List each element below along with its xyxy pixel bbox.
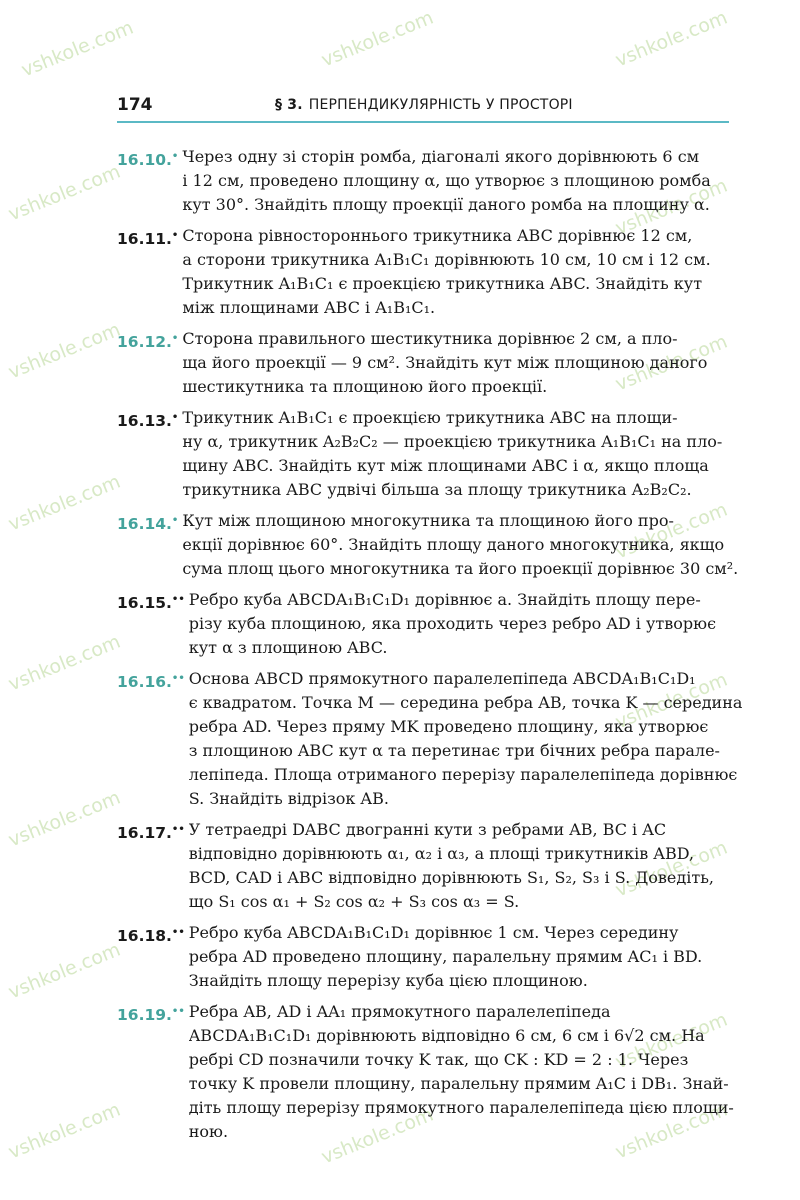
section-title: ПЕРПЕНДИКУЛЯРНІСТЬ У ПРОСТОРІ <box>308 97 573 113</box>
problem-line: і 12 см, проведено площину α, що утворює з площиною ромба <box>182 171 711 190</box>
problem-line: S. Знайдіть відрізок AB. <box>188 789 389 808</box>
problem-item <box>117 509 739 581</box>
watermark: vshkole.com <box>5 318 124 384</box>
problem-line: кут α з площиною ABC. <box>188 638 388 657</box>
problem-text <box>185 818 730 914</box>
problem-item <box>117 588 730 660</box>
difficulty-mark: • <box>171 151 179 162</box>
page-number: 174 <box>117 95 153 115</box>
problem-number: 16.18.•• <box>117 927 185 945</box>
problem-number: 16.15.•• <box>117 594 185 612</box>
watermark: vshkole.com <box>612 6 731 72</box>
problem-line: ща його проекції — 9 см². Знайдіть кут між площиною даного <box>182 353 708 372</box>
problem-text <box>178 145 730 217</box>
problem-line: ребра AD. Через пряму MK проведено площину, яка утворює <box>188 717 709 736</box>
problem-line: Через одну зі сторін ромба, діагоналі якого дорівнюють 6 см <box>182 147 700 166</box>
problem-line: Сторона рівностороннього трикутника ABC дорівнює 12 см, <box>182 226 693 245</box>
problem-number: 16.14.• <box>117 515 179 533</box>
problem-text <box>178 406 730 502</box>
problem-line: діть площу перерізу прямокутного паралелепіпеда цією площи- <box>188 1098 734 1117</box>
difficulty-mark: •• <box>171 673 185 684</box>
problem-line: ребра AD проведено площину, паралельну прямим AC₁ і BD. <box>188 947 703 966</box>
problem-line: BCD, CAD і ABC відповідно дорівнюють S₁, S₂, S₃ і S. Доведіть, <box>188 868 715 887</box>
problem-number: 16.10.• <box>117 151 179 169</box>
problem-number: 16.13.• <box>117 412 179 430</box>
watermark: vshkole.com <box>612 330 731 396</box>
watermark: vshkole.com <box>5 786 124 852</box>
problem-number: 16.19.•• <box>117 1006 185 1024</box>
problem-line: Ребра AB, AD і AA₁ прямокутного паралелепіпеда <box>188 1002 611 1021</box>
problem-line: є квадратом. Точка M — середина ребра AB, точка K — середина <box>188 693 743 712</box>
problem-text <box>178 224 730 320</box>
problem-line: а сторони трикутника A₁B₁C₁ дорівнюють 10 см, 10 см і 12 см. <box>182 250 711 269</box>
problem-line: Знайдіть площу перерізу куба цією площиною. <box>188 971 588 990</box>
problem-list <box>117 145 743 1151</box>
problem-number: 16.17.•• <box>117 824 185 842</box>
problem-item <box>117 327 730 399</box>
problem-item <box>117 1000 734 1144</box>
problem-item <box>117 406 730 502</box>
watermark: vshkole.com <box>5 630 124 696</box>
difficulty-mark: •• <box>171 824 185 835</box>
watermark: vshkole.com <box>612 1008 731 1074</box>
problem-line: Основа ABCD прямокутного паралелепіпеда ABCDA₁B₁C₁D₁ <box>188 669 696 688</box>
section-label: § 3. <box>275 97 303 113</box>
watermark: vshkole.com <box>5 1098 124 1164</box>
problem-item <box>117 921 730 993</box>
watermark: vshkole.com <box>5 160 124 226</box>
problem-line: Кут між площиною многокутника та площиною його про- <box>182 511 674 530</box>
difficulty-mark: • <box>171 230 179 241</box>
problem-line: кут 30°. Знайдіть площу проекції даного ромба на площину α. <box>182 195 710 214</box>
problem-line: щину ABC. Знайдіть кут між площинами ABC і α, якщо площа <box>182 456 709 475</box>
section-heading <box>275 97 573 113</box>
watermark: vshkole.com <box>612 668 731 734</box>
problem-line: ну α, трикутник A₂B₂C₂ — проекцією трикутника A₁B₁C₁ на пло- <box>182 432 723 451</box>
problem-line: У тетраедрі DABC двогранні кути з ребрами AB, BC і AC <box>188 820 667 839</box>
watermark: vshkole.com <box>5 938 124 1004</box>
problem-line: між площинами ABC і A₁B₁C₁. <box>182 298 436 317</box>
problem-line: Ребро куба ABCDA₁B₁C₁D₁ дорівнює a. Знайдіть площу пере- <box>188 590 701 609</box>
problem-line: лепіпеда. Площа отриманого перерізу паралелепіпеда дорівнює <box>188 765 738 784</box>
problem-line: екції дорівнює 60°. Знайдіть площу даного многокутника, якщо <box>182 535 725 554</box>
problem-item <box>117 224 730 320</box>
problem-number: 16.11.• <box>117 230 179 248</box>
problem-text <box>178 509 738 581</box>
problem-text <box>185 588 730 660</box>
difficulty-mark: • <box>171 333 179 344</box>
problem-line: ною. <box>188 1122 229 1141</box>
problem-text <box>178 327 730 399</box>
difficulty-mark: • <box>171 515 179 526</box>
problem-line: ABCDA₁B₁C₁D₁ дорівнюють відповідно 6 см, 6 см і 6√2 см. На <box>188 1026 705 1045</box>
problem-line: відповідно дорівнюють α₁, α₂ і α₃, а площі трикутників ABD, <box>188 844 695 863</box>
watermark: vshkole.com <box>318 1103 437 1169</box>
problem-line: Трикутник A₁B₁C₁ є проекцією трикутника ABC на площи- <box>182 408 678 427</box>
problem-line: ребрі CD позначили точку K так, що CK : KD = 2 : 1. Через <box>188 1050 689 1069</box>
problem-line: Трикутник A₁B₁C₁ є проекцією трикутника ABC. Знайдіть кут <box>182 274 703 293</box>
problem-line: з площиною ABC кут α та перетинає три бічних ребра парале- <box>188 741 720 760</box>
problem-number: 16.12.• <box>117 333 179 351</box>
watermark: vshkole.com <box>318 6 437 72</box>
watermark: vshkole.com <box>612 174 731 240</box>
problem-line: Сторона правильного шестикутника дорівнює 2 см, а пло- <box>182 329 678 348</box>
problem-line: різу куба площиною, яка проходить через ребро AD і утворює <box>188 614 717 633</box>
problem-line: що S₁ cos α₁ + S₂ cos α₂ + S₃ cos α₃ = S. <box>188 892 520 911</box>
difficulty-mark: •• <box>171 594 185 605</box>
watermark: vshkole.com <box>18 16 137 82</box>
problem-line: шестикутника та площиною його проекції. <box>182 377 548 396</box>
watermark: vshkole.com <box>612 1098 731 1164</box>
problem-line: сума площ цього многокутника та його проекції дорівнює 30 см². <box>182 559 739 578</box>
problem-text <box>185 921 730 993</box>
problem-item <box>117 145 730 217</box>
watermark: vshkole.com <box>612 498 731 564</box>
watermark: vshkole.com <box>612 836 731 902</box>
problem-item <box>117 818 730 914</box>
difficulty-mark: • <box>171 412 179 423</box>
watermark: vshkole.com <box>5 470 124 536</box>
problem-text <box>185 667 743 811</box>
problem-number: 16.16.•• <box>117 673 185 691</box>
problem-line: точку K провели площину, паралельну прямим A₁C і DB₁. Знай- <box>188 1074 729 1093</box>
page-header <box>117 93 729 123</box>
problem-text <box>185 1000 734 1144</box>
problem-line: Ребро куба ABCDA₁B₁C₁D₁ дорівнює 1 см. Через середину <box>188 923 679 942</box>
problem-line: трикутника ABC удвічі більша за площу трикутника A₂B₂C₂. <box>182 480 692 499</box>
difficulty-mark: •• <box>171 1006 185 1017</box>
difficulty-mark: •• <box>171 927 185 938</box>
problem-item <box>117 667 743 811</box>
